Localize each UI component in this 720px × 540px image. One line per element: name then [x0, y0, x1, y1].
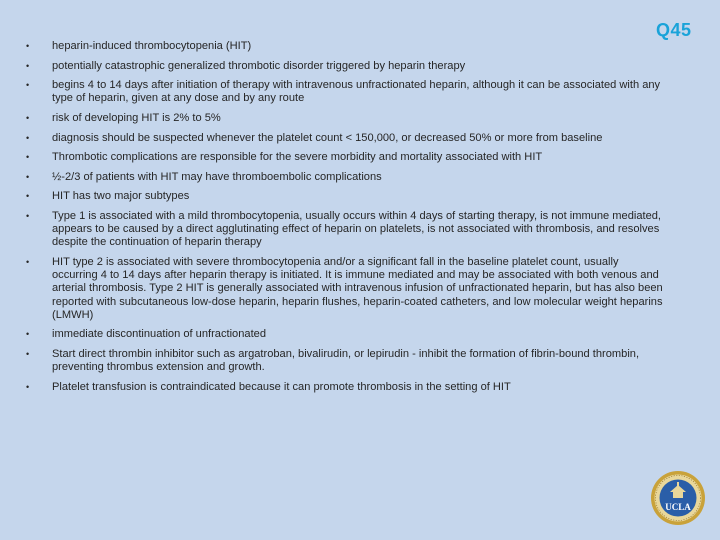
bullet-text: diagnosis should be suspected whenever the platelet count < 150,000, or decreased 50% or more from baseline — [52, 131, 603, 144]
bullet-dot-icon: • — [26, 152, 30, 163]
bullet-dot-icon: • — [26, 80, 30, 91]
seal-text: UCLA — [665, 502, 691, 512]
ucla-seal-logo — [650, 470, 706, 526]
bullet-dot-icon: • — [26, 41, 30, 51]
bullet-dot-icon: • — [26, 256, 30, 267]
bullet-text: immediate discontinuation of unfractionated — [52, 328, 266, 341]
bullet-text: potentially catastrophic generalized thrombotic disorder triggered by heparin therapy — [52, 59, 466, 72]
bullet-item — [26, 190, 666, 203]
bullet-text: HIT has two major subtypes — [52, 190, 190, 203]
bullet-text: Type 1 is associated with a mild thrombocytopenia, usually occurs within 4 days of starting therapy, is not immune mediated, appears to be caused by a direct agglutinating effect of heparin on platelets, is not associated with thrombosis, and resolves despite the continuation of heparin therapy — [52, 209, 662, 249]
bullet-dot-icon: • — [26, 210, 30, 221]
slide-number: Q45 — [656, 20, 692, 40]
bullet-dot-icon: • — [26, 112, 30, 123]
bullet-dot-icon: • — [26, 329, 30, 340]
bullet-text: Start direct thrombin inhibitor such as argatroban, bivalirudin, or lepirudin - inhibit the formation of fibrin-bound thrombin, preventing thrombus extension and growth. — [52, 347, 640, 374]
bullet-dot-icon: • — [26, 60, 30, 71]
bullet-text: Thrombotic complications are responsible for the severe morbidity and mortality associated with HIT — [52, 151, 543, 164]
bullet-item — [26, 328, 666, 341]
bullet-dot-icon: • — [26, 381, 30, 392]
bullet-text: heparin-induced thrombocytopenia (HIT) — [52, 40, 252, 52]
bullet-item — [26, 40, 666, 53]
bullet-item — [26, 256, 666, 322]
bullet-dot-icon: • — [26, 191, 30, 202]
bullet-text: HIT type 2 is associated with severe thrombocytopenia and/or a significant fall in the baseline platelet count, usually occurring 4 to 14 days after heparin therapy is initiated. It is immune mediated and may be associated with both venous and arterial thrombosis. Type 2 HIT is generally associated with intravenous infusion of unfractionated heparin, but has also been reported with subcutaneous low-dose heparin, heparin flushes, heparin-coated catheters, and low molecular weight heparins (LMWH) — [52, 255, 663, 321]
bullet-dot-icon: • — [26, 132, 30, 143]
bullet-item — [26, 171, 666, 184]
bullet-item — [26, 112, 666, 125]
bullet-item — [26, 210, 666, 250]
bullet-dot-icon: • — [26, 171, 30, 182]
bullet-dot-icon: • — [26, 348, 30, 359]
bullet-text: Platelet transfusion is contraindicated because it can promote thrombosis in the setting of HIT — [52, 380, 511, 393]
bullet-item — [26, 381, 666, 394]
bullet-item — [26, 132, 666, 145]
bullet-text: ½-2/3 of patients with HIT may have thromboembolic complications — [52, 170, 382, 183]
bullet-item — [26, 60, 666, 73]
bullet-text: begins 4 to 14 days after initiation of therapy with intravenous unfractionated heparin, although it can be associated with any type of heparin, given at any dose and by any route — [52, 79, 661, 105]
bullet-list — [26, 40, 666, 400]
bullet-item — [26, 348, 666, 374]
bullet-text: risk of developing HIT is 2% to 5% — [52, 111, 221, 124]
bullet-item — [26, 79, 666, 105]
bullet-item — [26, 151, 666, 164]
